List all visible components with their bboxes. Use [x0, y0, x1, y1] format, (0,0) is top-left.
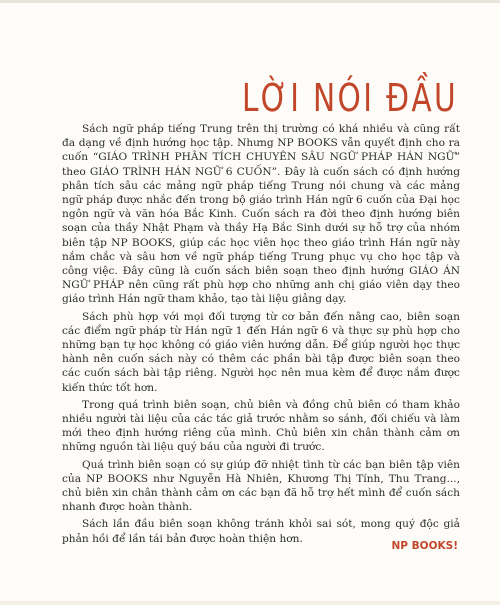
- page-top-edge: [0, 0, 500, 3]
- paragraph-4: Quá trình biên soạn có sự giúp đỡ nhiệt tình từ các bạn biên tập viên của NP BOOKS như Nguyễn Hà Nhiên, Khương Thị Tính, Thu Trang..., chủ biên xin chân thành cảm ơn các bạn đã hỗ trợ hết mình để cuốn sách nhanh được hoàn thành.: [62, 458, 460, 514]
- preface-body: [62, 122, 460, 549]
- signature: NP BOOKS!: [391, 540, 458, 552]
- paragraph-2: Sách phù hợp với mọi đối tượng từ cơ bản đến nâng cao, biên soạn các điểm ngữ pháp từ Hán ngữ 1 đến Hán ngữ 6 và thực sự phù hợp cho những bạn tự học không có giáo viên hướng dẫn. Để giúp người học thực hành nên cuốn sách này có thêm các phần bài tập được biên soạn theo các cuốn sách bài tập riêng. Người học nên mua kèm để được nắm được kiến thức tốt hơn.: [62, 310, 460, 394]
- paragraph-5: Sách lần đầu biên soạn không tránh khỏi sai sót, mong quý độc giả phản hồi để lần tái bản được hoàn thiện hơn.: [62, 518, 460, 545]
- paragraph-1: Sách ngữ pháp tiếng Trung trên thị trường có khá nhiều và cũng rất đa dạng về định hướng học tập. Nhưng NP BOOKS vẫn quyết định cho ra cuốn “GIÁO TRÌNH PHÂN TÍCH CHUYÊN SÂU NGỮ PHÁP HÁN NGỮ” theo GIÁO TRÌNH HÁN NGỮ 6 CUỐN”. Đây là cuốn sách có định hướng phân tích sâu các mảng ngữ pháp tiếng Trung nói chung và các mảng ngữ pháp được nhắc đến trong bộ giáo trình Hán ngữ 6 cuốn của Đại học ngôn ngữ và văn hóa Bắc Kinh. Cuốn sách ra đời theo định hướng biên soạn của thầy Nhật Phạm và thầy Hạ Bắc Sinh dưới sự hỗ trợ của nhóm biên tập NP BOOKS, giúp các học viên học theo giáo trình Hán ngữ này nắm chắc và sâu hơn về ngữ pháp tiếng Trung phục vụ cho học tập và công việc. Đây cũng là cuốn sách biên soạn theo định hướng GIÁO ÁN NGỮ PHÁP nên cũng rất phù hợp cho những anh chị giáo viên dạy theo giáo trình Hán ngữ tham khảo, tạo tài liệu giảng dạy.: [62, 123, 460, 306]
- page-title: LỜI NÓI ĐẦU: [241, 76, 458, 121]
- page-bottom-edge: [0, 601, 500, 605]
- paragraph-3: Trong quá trình biên soạn, chủ biên và đồng chủ biên có tham khảo nhiều người tài liệu của các tác giả trước nhằm so sánh, đối chiếu và làm mới theo định hướng riêng của mình. Chủ biên xin chân thành cảm ơn những nguồn tài liệu quý báu của người đi trước.: [62, 398, 460, 454]
